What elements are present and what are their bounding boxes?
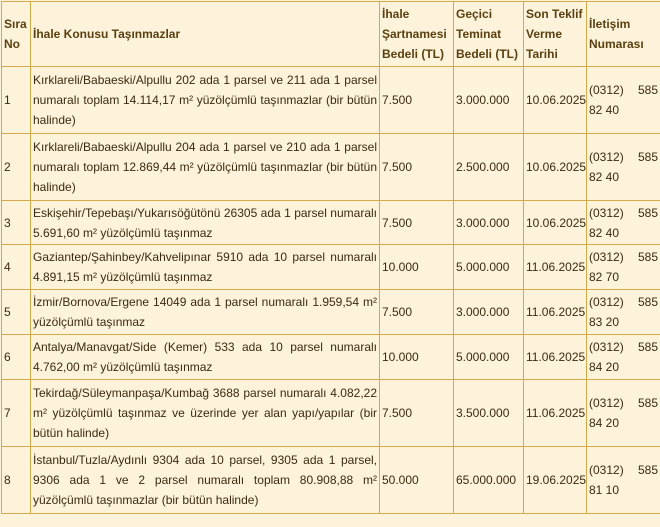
row-deadline: 11.06.2025	[524, 245, 587, 290]
table-row	[2, 201, 660, 245]
row-no: 6	[2, 335, 31, 380]
row-contact: (0312) 585 81 10	[587, 447, 660, 514]
table-row	[2, 245, 660, 290]
row-spec-fee: 7.500	[380, 290, 454, 335]
table-row	[2, 447, 660, 514]
row-deposit: 2.500.000	[454, 134, 524, 201]
row-subject: Gaziantep/Şahinbey/Kahvelipınar 5910 ada 10 parsel numaralı 4.891,15 m² yüzölçümlü taşınmaz	[31, 245, 380, 290]
row-deposit: 5.000.000	[454, 245, 524, 290]
row-contact: (0312) 585 83 20	[587, 290, 660, 335]
row-contact: (0312) 585 82 70	[587, 245, 660, 290]
row-subject: Kırklareli/Babaeski/Alpullu 202 ada 1 parsel ve 211 ada 1 parsel numaralı toplam 14.114,17 m² yüzölçümlü taşınmazlar (bir bütün halinde)	[31, 67, 380, 134]
row-no: 3	[2, 201, 31, 245]
row-subject: İstanbul/Tuzla/Aydınlı 9304 ada 10 parsel, 9305 ada 1 parsel, 9306 ada 1 ve 2 parsel numaralı toplam 80.908,88 m² yüzölçümlü taşınmazlar (bir bütün halinde)	[31, 447, 380, 514]
table-row	[2, 134, 660, 201]
row-no: 8	[2, 447, 31, 514]
row-subject: İzmir/Bornova/Ergene 14049 ada 1 parsel numaralı 1.959,54 m² yüzölçümlü taşınmaz	[31, 290, 380, 335]
row-deposit: 3.000.000	[454, 201, 524, 245]
header-deadline: Son Teklif Verme Tarihi	[524, 2, 587, 67]
row-deadline: 10.06.2025	[524, 201, 587, 245]
row-no: 7	[2, 380, 31, 447]
row-deadline: 11.06.2025	[524, 290, 587, 335]
row-spec-fee: 7.500	[380, 67, 454, 134]
header-row	[2, 2, 660, 67]
row-no: 2	[2, 134, 31, 201]
row-deadline: 10.06.2025	[524, 67, 587, 134]
tender-table	[1, 1, 660, 514]
row-deposit: 65.000.000	[454, 447, 524, 514]
table-row	[2, 335, 660, 380]
row-spec-fee: 7.500	[380, 380, 454, 447]
row-spec-fee: 7.500	[380, 201, 454, 245]
row-subject: Antalya/Manavgat/Side (Kemer) 533 ada 10 parsel numaralı 4.762,00 m² yüzölçümlü taşınmaz	[31, 335, 380, 380]
header-spec-fee: İhale Şartnamesi Bedeli (TL)	[380, 2, 454, 67]
row-spec-fee: 7.500	[380, 134, 454, 201]
header-subject: İhale Konusu Taşınmazlar	[31, 2, 380, 67]
row-no: 5	[2, 290, 31, 335]
row-contact: (0312) 585 82 40	[587, 134, 660, 201]
row-spec-fee: 10.000	[380, 245, 454, 290]
row-deadline: 19.06.2025	[524, 447, 587, 514]
row-deadline: 11.06.2025	[524, 335, 587, 380]
table-row	[2, 290, 660, 335]
row-no: 4	[2, 245, 31, 290]
table-row	[2, 380, 660, 447]
row-spec-fee: 10.000	[380, 335, 454, 380]
row-deadline: 11.06.2025	[524, 380, 587, 447]
row-contact: (0312) 585 82 40	[587, 201, 660, 245]
row-no: 1	[2, 67, 31, 134]
row-deadline: 10.06.2025	[524, 134, 587, 201]
row-subject: Kırklareli/Babaeski/Alpullu 204 ada 1 parsel ve 210 ada 1 parsel numaralı toplam 12.869,44 m² yüzölçümlü taşınmazlar (bir bütün halinde)	[31, 134, 380, 201]
table-row	[2, 67, 660, 134]
row-deposit: 5.000.000	[454, 335, 524, 380]
header-deposit: Geçici Teminat Bedeli (TL)	[454, 2, 524, 67]
row-deposit: 3.000.000	[454, 290, 524, 335]
row-spec-fee: 50.000	[380, 447, 454, 514]
header-contact: İletişim Numarası	[587, 2, 660, 67]
row-deposit: 3.000.000	[454, 67, 524, 134]
row-deposit: 3.500.000	[454, 380, 524, 447]
row-contact: (0312) 585 84 20	[587, 335, 660, 380]
header-no: Sıra No	[2, 2, 31, 67]
row-subject: Eskişehir/Tepebaşı/Yukarısöğütönü 26305 ada 1 parsel numaralı 5.691,60 m² yüzölçümlü taşınmaz	[31, 201, 380, 245]
row-subject: Tekirdağ/Süleymanpaşa/Kumbağ 3688 parsel numaralı 4.082,22 m² yüzölçümlü taşınmaz ve üzerinde yer alan yapı/yapılar (bir bütün halinde)	[31, 380, 380, 447]
row-contact: (0312) 585 84 20	[587, 380, 660, 447]
row-contact: (0312) 585 82 40	[587, 67, 660, 134]
